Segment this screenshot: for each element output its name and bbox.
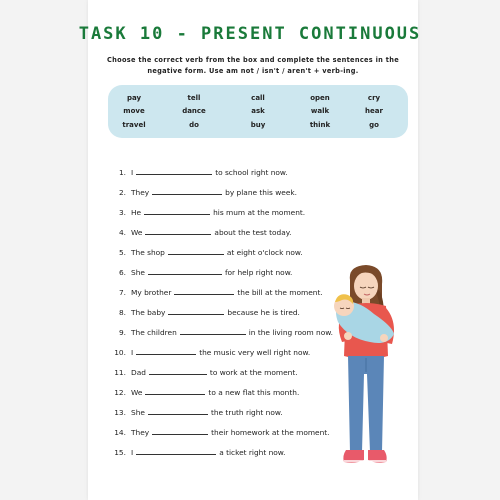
sentence-start: The shop <box>131 248 165 257</box>
sentence-end: the truth right now. <box>210 408 283 417</box>
sentence-number: 8. <box>118 308 126 317</box>
sentence-end: at eight o'clock now. <box>226 248 303 257</box>
sentence-7 <box>108 288 323 297</box>
sentence-end: the bill at the moment. <box>237 288 323 297</box>
sentence-number: 7. <box>118 288 126 297</box>
answer-blank[interactable] <box>144 208 210 215</box>
verb-word: hear <box>365 107 383 115</box>
sentence-11 <box>108 368 298 377</box>
sentence-end: to a new flat this month. <box>208 388 300 397</box>
sentence-3 <box>108 208 305 217</box>
sentence-end: in the living room now. <box>248 328 333 337</box>
sentence-12 <box>108 388 299 397</box>
answer-blank[interactable] <box>136 168 212 175</box>
sentence-start: I <box>131 348 134 357</box>
sentence-start: They <box>131 428 150 437</box>
sentence-10 <box>108 348 310 357</box>
answer-blank[interactable] <box>152 188 222 195</box>
verb-word: do <box>189 121 199 129</box>
sentence-start: The baby <box>131 308 166 317</box>
page-title: TASK 10 - PRESENT CONTINUOUS <box>78 24 422 44</box>
sentence-start: We <box>131 388 143 397</box>
sentence-2 <box>108 188 297 197</box>
verb-word: think <box>309 121 331 129</box>
sentence-end: for help right now. <box>224 268 293 277</box>
sentence-number: 12. <box>114 388 126 397</box>
sentence-4 <box>108 228 291 237</box>
answer-blank[interactable] <box>148 268 222 275</box>
sentence-start: She <box>131 408 145 417</box>
answer-blank[interactable] <box>136 448 216 455</box>
answer-blank[interactable] <box>145 388 205 395</box>
sentence-start: Dad <box>131 368 146 377</box>
sentence-number: 14. <box>114 428 126 437</box>
sentence-end: about the test today. <box>214 228 292 237</box>
answer-blank[interactable] <box>148 408 208 415</box>
sentence-number: 15. <box>114 448 126 457</box>
verb-word: walk <box>310 107 330 115</box>
sentence-number: 13. <box>114 408 126 417</box>
sentence-start: We <box>131 228 143 237</box>
sentence-end: by plane this week. <box>225 188 297 197</box>
verb-word: pay <box>126 94 142 102</box>
sentence-start: I <box>131 168 134 177</box>
sentence-end: a ticket right now. <box>219 448 286 457</box>
sentence-end: the music very well right now. <box>199 348 311 357</box>
sentence-start: They <box>131 188 150 197</box>
verb-word: cry <box>367 94 381 102</box>
sentence-start: The children <box>131 328 177 337</box>
answer-blank[interactable] <box>168 248 224 255</box>
instructions-line-1: Choose the correct verb from the box and complete the sentences in the <box>107 56 399 64</box>
sentence-number: 11. <box>114 368 126 377</box>
answer-blank[interactable] <box>174 288 234 295</box>
verb-word: dance <box>182 107 206 115</box>
sentence-end: because he is tired. <box>227 308 300 317</box>
sentence-9 <box>108 328 333 337</box>
verb-word: open <box>310 94 330 102</box>
verb-word: buy <box>250 121 266 129</box>
sentence-14 <box>108 428 330 437</box>
answer-blank[interactable] <box>180 328 246 335</box>
answer-blank[interactable] <box>149 368 207 375</box>
sentence-8 <box>108 308 300 317</box>
verb-word: ask <box>251 107 265 115</box>
sentence-end: his mum at the moment. <box>213 208 306 217</box>
sentence-start: My brother <box>131 288 172 297</box>
sentence-number: 2. <box>118 188 126 197</box>
sentence-number: 3. <box>118 208 126 217</box>
instructions-line-2: negative form. Use am not / isn't / aren't + verb-ing. <box>147 67 359 75</box>
sentence-end: to work at the moment. <box>209 368 298 377</box>
sentence-number: 10. <box>114 348 126 357</box>
sentence-start: She <box>131 268 145 277</box>
sentence-number: 9. <box>118 328 126 337</box>
girl-holding-baby-illustration <box>318 262 408 472</box>
sentence-number: 4. <box>118 228 126 237</box>
verb-word: travel <box>122 121 146 129</box>
sentence-5 <box>108 248 303 257</box>
answer-blank[interactable] <box>168 308 224 315</box>
answer-blank[interactable] <box>145 228 211 235</box>
sentence-number: 1. <box>118 168 126 177</box>
sentence-13 <box>108 408 283 417</box>
sentence-end: to school right now. <box>215 168 288 177</box>
sentence-6 <box>108 268 292 277</box>
answer-blank[interactable] <box>136 348 196 355</box>
verb-word: call <box>251 94 265 102</box>
verb-word: go <box>369 121 379 129</box>
sentence-number: 5. <box>118 248 126 257</box>
verb-word: move <box>123 107 145 115</box>
sentence-end: their homework at the moment. <box>211 428 330 437</box>
sentence-start: He <box>131 208 142 217</box>
answer-blank[interactable] <box>152 428 208 435</box>
sentence-number: 6. <box>118 268 126 277</box>
sentence-1 <box>108 168 288 177</box>
verb-word: tell <box>187 94 201 102</box>
sentence-15 <box>108 448 286 457</box>
sentence-start: I <box>131 448 134 457</box>
